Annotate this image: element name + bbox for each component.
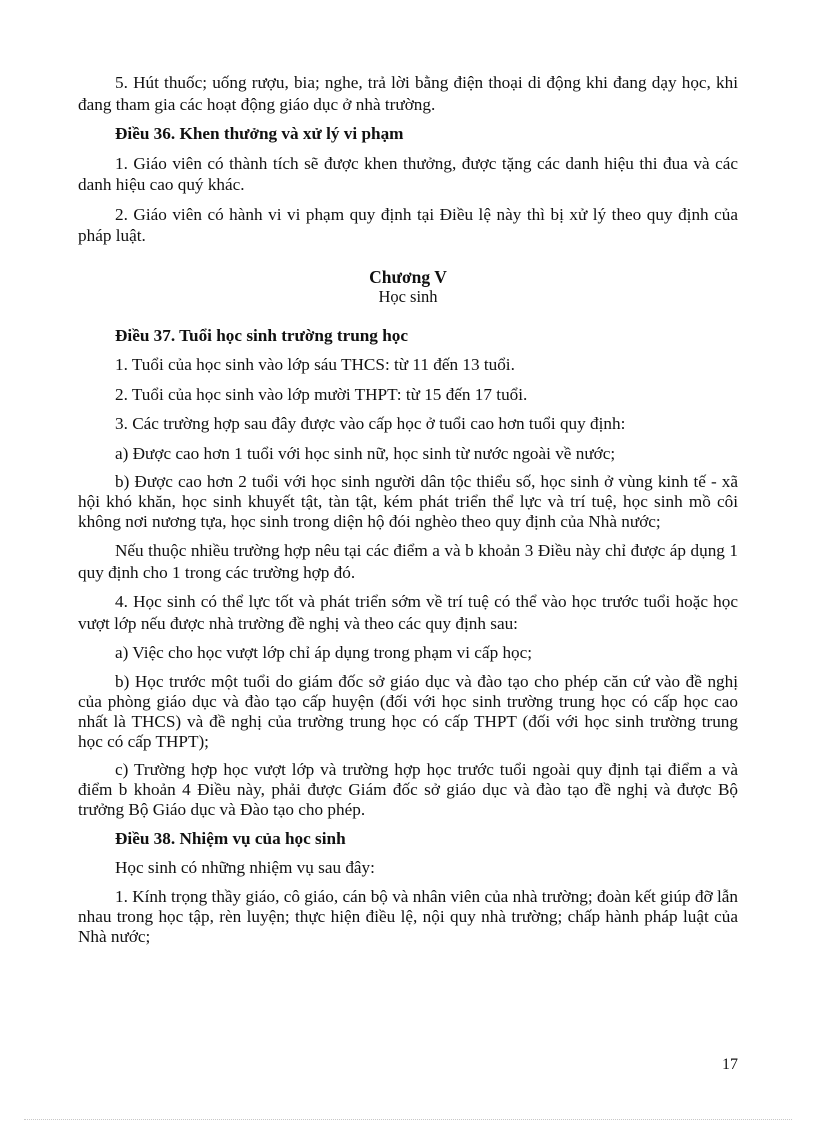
paragraph-37-3b: b) Được cao hơn 2 tuổi với học sinh người dân tộc thiểu số, học sinh ở vùng kinh tế - xã hội khó khăn, học sinh khuyết tật, tàn tật, kém phát triển thể lực và trí tuệ, học sinh mồ côi không nơi nương tựa, học sinh trong diện hộ đói nghèo theo quy định của Nhà nước; (78, 472, 738, 531)
page-bottom-divider (24, 1119, 792, 1120)
paragraph-36-1: 1. Giáo viên có thành tích sẽ được khen thưởng, được tặng các danh hiệu thi đua và các danh hiệu cao quý khác. (78, 153, 738, 194)
paragraph-37-2: 2. Tuổi của học sinh vào lớp mười THPT: từ 15 đến 17 tuổi. (115, 384, 528, 404)
chapter-subtitle: Học sinh (378, 286, 438, 306)
article-36-heading: Điều 36. Khen thưởng và xử lý vi phạm (115, 124, 404, 143)
paragraph-36-2: 2. Giáo viên có hành vi vi phạm quy định tại Điều lệ này thì bị xử lý theo quy định của pháp luật. (78, 204, 738, 245)
paragraph-37-1: 1. Tuổi của học sinh vào lớp sáu THCS: từ 11 đến 13 tuổi. (115, 355, 515, 374)
chapter-title: Chương V (369, 266, 447, 287)
paragraph-37-3a: a) Được cao hơn 1 tuổi với học sinh nữ, học sinh từ nước ngoài về nước; (115, 443, 616, 463)
paragraph-37-4a: a) Việc cho học vượt lớp chỉ áp dụng trong phạm vi cấp học; (115, 643, 533, 662)
document-page (78, 72, 738, 955)
paragraph-38-intro: Học sinh có những nhiệm vụ sau đây: (115, 858, 375, 877)
paragraph-37-3: 3. Các trường hợp sau đây được vào cấp học ở tuổi cao hơn tuổi quy định: (115, 414, 626, 433)
article-38-heading: Điều 38. Nhiệm vụ của học sinh (115, 828, 346, 848)
page-number: 17 (722, 1056, 738, 1073)
paragraph-37-4b: b) Học trước một tuổi do giám đốc sở giáo dục và đào tạo cho phép căn cứ vào đề nghị của phòng giáo dục và đào tạo cấp huyện (đối với học sinh trường trung học có cấp học cao nhất là THCS) và đề nghị của trường trung học có cấp THPT (đối với học sinh trường trung học có cấp THPT); (78, 671, 738, 751)
article-37-heading: Điều 37. Tuổi học sinh trường trung học (115, 325, 408, 345)
paragraph-37-3-note: Nếu thuộc nhiều trường hợp nêu tại các điểm a và b khoản 3 Điều này chỉ được áp dụng 1 quy định cho 1 trong các trường hợp đó. (78, 541, 738, 582)
paragraph-37-4: 4. Học sinh có thể lực tốt và phát triển sớm về trí tuệ có thể vào học trước tuổi hoặc học vượt lớp nếu được nhà trường đề nghị và theo các quy định sau: (78, 592, 738, 633)
chapter-heading (78, 267, 738, 307)
paragraph-5-smoking: 5. Hút thuốc; uống rượu, bia; nghe, trả lời bằng điện thoại di động khi đang dạy học, khi đang tham gia các hoạt động giáo dục ở nhà trường. (78, 73, 738, 114)
paragraph-38-1: 1. Kính trọng thầy giáo, cô giáo, cán bộ và nhân viên của nhà trường; đoàn kết giúp đỡ lẫn nhau trong học tập, rèn luyện; thực hiện điều lệ, nội quy nhà trường; chấp hành pháp luật của Nhà nước; (78, 886, 738, 946)
paragraph-37-4c: c) Trường hợp học vượt lớp và trường hợp học trước tuổi ngoài quy định tại điểm a và điểm b khoản 4 Điều này, phải được Giám đốc sở giáo dục và đào tạo đề nghị và được Bộ trưởng Bộ Giáo dục và Đào tạo cho phép. (78, 759, 738, 819)
